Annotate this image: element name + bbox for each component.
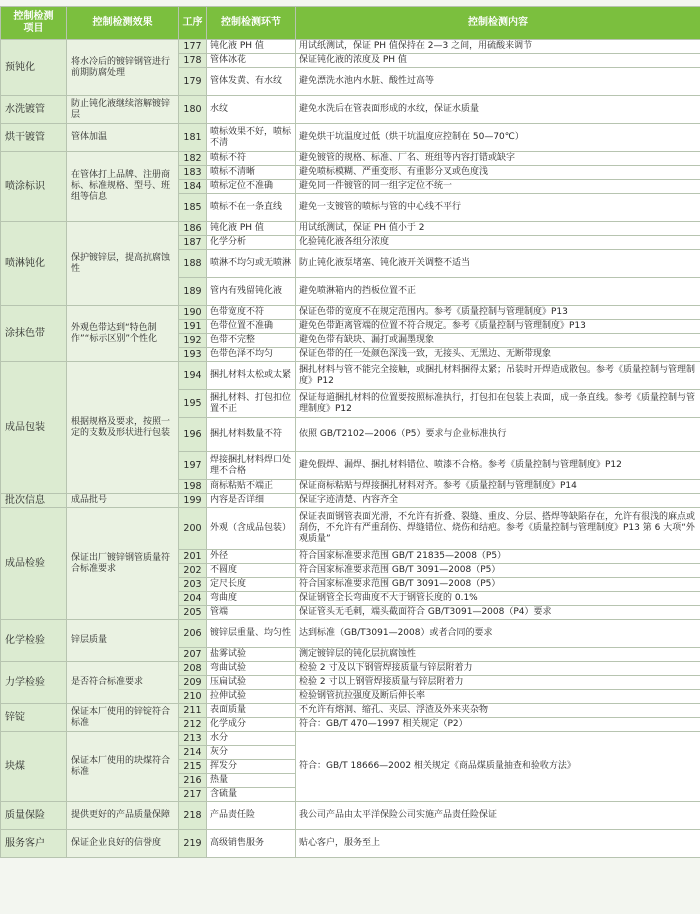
process-number: 216 xyxy=(179,774,207,788)
check-content-cell: 避免镀管的规格、标准、厂名、班组等内容打错或缺字 xyxy=(296,152,700,166)
check-content-cell: 达到标准（GB/T3091—2008）或者合同的要求 xyxy=(296,620,700,648)
check-link-cell: 化学分析 xyxy=(207,236,296,250)
check-link-cell: 色带不完整 xyxy=(207,334,296,348)
check-link-cell: 钝化液 PH 值 xyxy=(207,40,296,54)
process-number: 204 xyxy=(179,592,207,606)
process-number: 186 xyxy=(179,222,207,236)
process-number: 184 xyxy=(179,180,207,194)
process-number: 213 xyxy=(179,732,207,746)
check-link-cell: 盐雾试验 xyxy=(207,648,296,662)
process-number: 177 xyxy=(179,40,207,54)
check-link-cell: 镀锌层重量、均匀性 xyxy=(207,620,296,648)
process-number: 185 xyxy=(179,194,207,222)
table-row xyxy=(1,508,700,550)
header-content: 控制检测内容 xyxy=(296,7,700,40)
check-content-cell: 测定镀锌层的钝化层抗腐蚀性 xyxy=(296,648,700,662)
check-link-cell: 管体冰花 xyxy=(207,54,296,68)
effect-cell: 外观色带达到“特色制作”“标示区别”个性化 xyxy=(67,306,179,362)
check-content-cell: 捆扎材料与管不能完全接触，或捆扎材料捆得太紧；吊装时开焊造成散包。参考《质量控制与管理制度》P12 xyxy=(296,362,700,390)
check-content-cell: 避免一支镀管的喷标与管的中心线不平行 xyxy=(296,194,700,222)
process-number: 182 xyxy=(179,152,207,166)
header-process: 工序 xyxy=(179,7,207,40)
table-row xyxy=(1,662,700,676)
table-row xyxy=(1,494,700,508)
process-number: 207 xyxy=(179,648,207,662)
process-number: 201 xyxy=(179,550,207,564)
check-link-cell: 挥发分 xyxy=(207,760,296,774)
check-link-cell: 色带位置不准确 xyxy=(207,320,296,334)
header-effect: 控制检测效果 xyxy=(67,7,179,40)
check-content-cell: 不允许有熔洞、缩孔、夹层、浮渣及外来夹杂物 xyxy=(296,704,700,718)
check-content-cell: 避免色带有缺块、漏打或漏墨现象 xyxy=(296,334,700,348)
check-content-cell: 符合国家标准要求范围 GB/T 3091—2008（P5） xyxy=(296,578,700,592)
process-number: 189 xyxy=(179,278,207,306)
check-content-cell: 符合：GB/T 470—1997 相关规定（P2） xyxy=(296,718,700,732)
effect-cell: 保证本厂使用的块煤符合标准 xyxy=(67,732,179,802)
category-cell: 成品检验 xyxy=(1,508,67,620)
header-row xyxy=(1,7,700,40)
process-number: 208 xyxy=(179,662,207,676)
check-link-cell: 色带色泽不均匀 xyxy=(207,348,296,362)
check-content-cell: 保证色带的任一处颜色深浅一致，无接头、无黑边、无断带现象 xyxy=(296,348,700,362)
quality-control-table xyxy=(0,6,700,858)
table-row xyxy=(1,124,700,152)
check-content-cell: 避免水洗后在管表面形成的水纹，保证水质量 xyxy=(296,96,700,124)
process-number: 198 xyxy=(179,480,207,494)
check-content-cell: 符合：GB/T 18666—2002 相关规定《商品煤质量抽查和验收方法》 xyxy=(296,732,700,802)
header-link: 控制检测环节 xyxy=(207,7,296,40)
check-content-cell: 检验 2 寸以上钢管焊接质量与锌层附着力 xyxy=(296,676,700,690)
category-cell: 预钝化 xyxy=(1,40,67,96)
process-number: 191 xyxy=(179,320,207,334)
process-number: 183 xyxy=(179,166,207,180)
effect-cell: 是否符合标准要求 xyxy=(67,662,179,704)
process-number: 199 xyxy=(179,494,207,508)
process-number: 212 xyxy=(179,718,207,732)
check-link-cell: 管端 xyxy=(207,606,296,620)
effect-cell: 管体加温 xyxy=(67,124,179,152)
process-number: 215 xyxy=(179,760,207,774)
effect-cell: 成品批号 xyxy=(67,494,179,508)
check-content-cell: 符合国家标准要求范围 GB/T 3091—2008（P5） xyxy=(296,564,700,578)
check-content-cell: 用试纸测试，保证 PH 值小于 2 xyxy=(296,222,700,236)
process-number: 203 xyxy=(179,578,207,592)
category-cell: 质量保险 xyxy=(1,802,67,830)
process-number: 218 xyxy=(179,802,207,830)
effect-cell: 在管体打上品牌、注册商标、标准规格、型号、班组等信息 xyxy=(67,152,179,222)
table-row xyxy=(1,732,700,746)
check-link-cell: 色带宽度不符 xyxy=(207,306,296,320)
process-number: 188 xyxy=(179,250,207,278)
process-number: 200 xyxy=(179,508,207,550)
check-content-cell: 保证商标粘贴与焊接捆扎材料对齐。参考《质量控制与管理制度》P14 xyxy=(296,480,700,494)
check-link-cell: 喷淋不均匀或无喷淋 xyxy=(207,250,296,278)
check-content-cell: 保证每道捆扎材料的位置要按照标准执行，打包扣在包装上表面，成一条直线。参考《质量控制与管理制度》P12 xyxy=(296,390,700,418)
category-cell: 喷淋钝化 xyxy=(1,222,67,306)
table-row xyxy=(1,620,700,648)
table-row xyxy=(1,704,700,718)
process-number: 178 xyxy=(179,54,207,68)
check-link-cell: 弯曲试验 xyxy=(207,662,296,676)
check-link-cell: 水分 xyxy=(207,732,296,746)
check-content-cell: 保证钝化液的浓度及 PH 值 xyxy=(296,54,700,68)
category-cell: 涂抹色带 xyxy=(1,306,67,362)
table-body xyxy=(1,40,700,858)
effect-cell: 锌层质量 xyxy=(67,620,179,662)
check-link-cell: 外观（含成品包装） xyxy=(207,508,296,550)
check-content-cell: 贴心客户，服务至上 xyxy=(296,830,700,858)
check-link-cell: 管内有残留钝化液 xyxy=(207,278,296,306)
check-link-cell: 压扁试验 xyxy=(207,676,296,690)
check-link-cell: 焊接捆扎材料焊口处理不合格 xyxy=(207,452,296,480)
effect-cell: 保证本厂使用的锌锭符合标准 xyxy=(67,704,179,732)
check-link-cell: 喷标不在一条直线 xyxy=(207,194,296,222)
check-link-cell: 内容是否详细 xyxy=(207,494,296,508)
category-cell: 成品包装 xyxy=(1,362,67,494)
check-link-cell: 定尺长度 xyxy=(207,578,296,592)
check-link-cell: 喷标效果不好，喷标不清 xyxy=(207,124,296,152)
check-content-cell: 保证钢管全长弯曲度不大于钢管长度的 0.1% xyxy=(296,592,700,606)
category-cell: 块煤 xyxy=(1,732,67,802)
check-content-cell: 避免假焊、漏焊、捆扎材料错位、喷漆不合格。参考《质量控制与管理制度》P12 xyxy=(296,452,700,480)
process-number: 197 xyxy=(179,452,207,480)
table-row xyxy=(1,362,700,390)
check-content-cell: 我公司产品由太平洋保险公司实施产品责任险保证 xyxy=(296,802,700,830)
process-number: 217 xyxy=(179,788,207,802)
check-content-cell: 避免喷淋箱内的挡板位置不正 xyxy=(296,278,700,306)
table-row xyxy=(1,96,700,124)
table-row xyxy=(1,152,700,166)
category-cell: 化学检验 xyxy=(1,620,67,662)
table-row xyxy=(1,830,700,858)
header-item: 控制检测 项目 xyxy=(1,7,67,40)
process-number: 209 xyxy=(179,676,207,690)
process-number: 179 xyxy=(179,68,207,96)
process-number: 211 xyxy=(179,704,207,718)
table-row xyxy=(1,306,700,320)
check-link-cell: 捆扎材料数量不符 xyxy=(207,418,296,452)
check-link-cell: 产品责任险 xyxy=(207,802,296,830)
process-number: 194 xyxy=(179,362,207,390)
process-number: 196 xyxy=(179,418,207,452)
effect-cell: 将水冷后的镀锌钢管进行前期防腐处理 xyxy=(67,40,179,96)
table-row xyxy=(1,802,700,830)
effect-cell: 提供更好的产品质量保障 xyxy=(67,802,179,830)
effect-cell: 保证企业良好的信誉度 xyxy=(67,830,179,858)
check-link-cell: 灰分 xyxy=(207,746,296,760)
table-row xyxy=(1,222,700,236)
check-content-cell: 避免漂洗水池内水脏、酸性过高等 xyxy=(296,68,700,96)
effect-cell: 防止钝化液继续溶解镀锌层 xyxy=(67,96,179,124)
category-cell: 喷涂标识 xyxy=(1,152,67,222)
process-number: 195 xyxy=(179,390,207,418)
check-content-cell: 保证管头无毛刺，端头截面符合 GB/T3091—2008（P4）要求 xyxy=(296,606,700,620)
check-content-cell: 避免喷标模糊、严重变形、有重影分叉或色度浅 xyxy=(296,166,700,180)
check-content-cell: 保证色带的宽度不在规定范围内。参考《质量控制与管理制度》P13 xyxy=(296,306,700,320)
check-content-cell: 符合国家标准要求范围 GB/T 21835—2008（P5） xyxy=(296,550,700,564)
check-link-cell: 商标粘贴不端正 xyxy=(207,480,296,494)
category-cell: 水洗镀管 xyxy=(1,96,67,124)
check-link-cell: 表面质量 xyxy=(207,704,296,718)
category-cell: 力学检验 xyxy=(1,662,67,704)
check-link-cell: 喷标不符 xyxy=(207,152,296,166)
category-cell: 服务客户 xyxy=(1,830,67,858)
check-link-cell: 化学成分 xyxy=(207,718,296,732)
check-content-cell: 保证字迹清楚、内容齐全 xyxy=(296,494,700,508)
check-link-cell: 高级销售服务 xyxy=(207,830,296,858)
check-link-cell: 钝化液 PH 值 xyxy=(207,222,296,236)
check-link-cell: 捆扎材料、打包扣位置不正 xyxy=(207,390,296,418)
check-link-cell: 水纹 xyxy=(207,96,296,124)
check-link-cell: 含硫量 xyxy=(207,788,296,802)
check-link-cell: 喷标不清晰 xyxy=(207,166,296,180)
category-cell: 烘干镀管 xyxy=(1,124,67,152)
check-content-cell: 避免烘干坑温度过低（烘干坑温度应控制在 50—70℃） xyxy=(296,124,700,152)
table-row xyxy=(1,40,700,54)
check-content-cell: 检验 2 寸及以下钢管焊接质量与锌层附着力 xyxy=(296,662,700,676)
check-link-cell: 热量 xyxy=(207,774,296,788)
effect-cell: 根据规格及要求，按照一定的支数及形状进行包装 xyxy=(67,362,179,494)
check-link-cell: 管体发黄、有水纹 xyxy=(207,68,296,96)
check-link-cell: 拉伸试验 xyxy=(207,690,296,704)
process-number: 210 xyxy=(179,690,207,704)
process-number: 202 xyxy=(179,564,207,578)
process-number: 181 xyxy=(179,124,207,152)
check-content-cell: 化验钝化液各组分浓度 xyxy=(296,236,700,250)
category-cell: 批次信息 xyxy=(1,494,67,508)
effect-cell: 保证出厂镀锌钢管质量符合标准要求 xyxy=(67,508,179,620)
check-content-cell: 避免色带距离管端的位置不符合规定。参考《质量控制与管理制度》P13 xyxy=(296,320,700,334)
check-content-cell: 检验钢管抗拉强度及断后伸长率 xyxy=(296,690,700,704)
process-number: 219 xyxy=(179,830,207,858)
check-link-cell: 弯曲度 xyxy=(207,592,296,606)
process-number: 193 xyxy=(179,348,207,362)
check-content-cell: 保证表面钢管表面光滑，不允许有折叠、裂缝、重皮、分层、搭焊等缺陷存在，允许有很浅的麻点或刮伤，不允许有严重刮伤、焊缝错位、烧伤和结疤。参考《质量控制与管理制度》P13 第 6 大项“外观质量” xyxy=(296,508,700,550)
category-cell: 锌锭 xyxy=(1,704,67,732)
check-content-cell: 依照 GB/T2102—2006（P5）要求与企业标准执行 xyxy=(296,418,700,452)
process-number: 205 xyxy=(179,606,207,620)
check-content-cell: 用试纸测试，保证 PH 值保持在 2—3 之间，用硫酸来调节 xyxy=(296,40,700,54)
check-link-cell: 捆扎材料太松或太紧 xyxy=(207,362,296,390)
process-number: 192 xyxy=(179,334,207,348)
check-link-cell: 外径 xyxy=(207,550,296,564)
effect-cell: 保护镀锌层，提高抗腐蚀性 xyxy=(67,222,179,306)
process-number: 206 xyxy=(179,620,207,648)
process-number: 187 xyxy=(179,236,207,250)
process-number: 180 xyxy=(179,96,207,124)
check-content-cell: 防止钝化液泵堵塞、钝化液开关调整不适当 xyxy=(296,250,700,278)
check-link-cell: 喷标定位不准确 xyxy=(207,180,296,194)
process-number: 214 xyxy=(179,746,207,760)
process-number: 190 xyxy=(179,306,207,320)
check-content-cell: 避免同一件镀管的同一组字定位不统一 xyxy=(296,180,700,194)
check-link-cell: 不圆度 xyxy=(207,564,296,578)
